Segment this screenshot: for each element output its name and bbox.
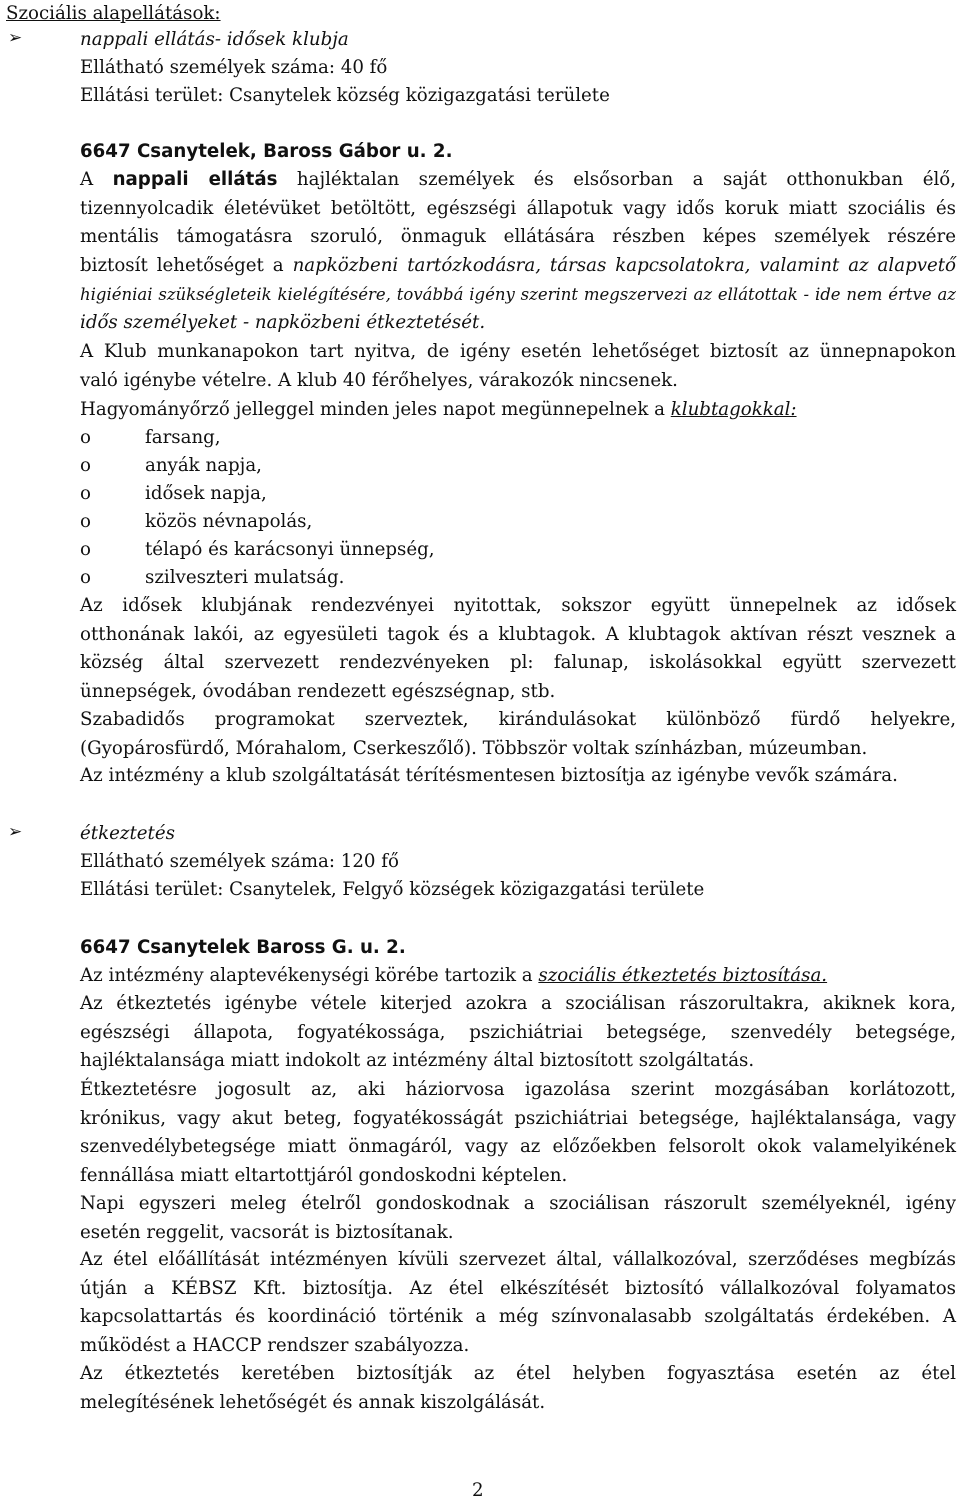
paragraph-line: ünnepségek, óvodában rendezett egészségnap, stb.	[80, 681, 556, 703]
service-area-text: Ellátási terület: Csanytelek, Felgyő községek közigazgatási területe	[80, 879, 705, 900]
list-item: anyák napja,	[145, 455, 262, 476]
paragraph-line: mentális támogatásra szoruló, önmaguk ellátására részben képes személyek részére	[80, 226, 956, 248]
paragraph-line: krónikus, vagy akut beteg, fogyatékosságát pszichiátriai betegsége, hajléktalansága, vagy	[80, 1107, 956, 1129]
bullet-title-day-care: nappali ellátás- idősek klubja	[80, 29, 349, 50]
list-marker: o	[80, 483, 91, 504]
paragraph-basic-activity: Az intézmény alaptevékenységi körébe tartozik a szociális étkeztetés biztosítása.	[80, 965, 828, 986]
paragraph-line: útján a KÉBSZ Kft. biztosítja. Az étel elkészítését biztosító vállalkozóval folyamatos	[80, 1277, 956, 1299]
page-number: 2	[472, 1480, 484, 1501]
paragraph-line: melegítésének lehetőségét és annak kiszolgálását.	[80, 1391, 546, 1413]
paragraph-opening-hours	[80, 338, 956, 395]
list-item: télapó és karácsonyi ünnepség,	[145, 539, 435, 560]
paragraph-catering	[80, 1246, 956, 1361]
paragraph-line: (Gyopárosfürdő, Mórahalom, Cserkeszőlő). Többször voltak színházban, múzeumban.	[80, 737, 868, 759]
paragraph-celebrations: Hagyományőrző jelleggel minden jeles napot megünnepelnek a klubtagokkal:	[80, 399, 797, 420]
paragraph-line: működést a HACCP rendszer szabályozza.	[80, 1335, 470, 1357]
paragraph-line: Az étkeztetés igénybe vétele kiterjed azokra a szociálisan rászorultakra, akiknek kora,	[80, 993, 956, 1014]
paragraph-line: otthonának lakói, az egyesületi tagok és a klubtagok. A klubtagok aktívan részt vesznek a	[80, 623, 956, 645]
paragraph-entitlement	[80, 1076, 956, 1191]
list-marker: o	[80, 567, 91, 588]
capacity-text: Ellátható személyek száma: 40 fő	[80, 57, 388, 78]
paragraph-line: hajléktalansága miatt indokolt az intézmény által biztosított szolgáltatás.	[80, 1050, 755, 1072]
list-item: közös névnapolás,	[145, 511, 313, 532]
paragraph-line: Az étel előállítását intézményen kívüli szervezet által, vállalkozóval, szerződéses megbízás	[80, 1249, 956, 1270]
arrow-bullet-icon: ➢	[8, 28, 23, 48]
list-marker: o	[80, 455, 91, 476]
paragraph-line: kapcsolattartás és koordináció történik a még színvonalasabb szolgáltatás érdekében. A	[80, 1306, 956, 1328]
paragraph-line: Étkeztetésre jogosult az, aki háziorvosa igazolása szerint mozgásában korlátozott,	[80, 1079, 956, 1100]
list-item: szilveszteri mulatság.	[145, 567, 345, 588]
paragraph-reheating	[80, 1360, 956, 1417]
paragraph-line: idős személyeket - napközbeni étkeztetését.	[80, 312, 486, 334]
list-marker: o	[80, 427, 91, 448]
list-marker: o	[80, 539, 91, 560]
paragraph-line: biztosít lehetőséget a napközbeni tartózkodásra, társas kapcsolatokra, valamint az alapvető	[80, 255, 957, 277]
paragraph-line: higiéniai szükségleteik kielégítésére, továbbá igény szerint megszervezi az ellátottak - ide nem értve az	[80, 284, 956, 304]
paragraph-line: esetén reggelit, vacsorát is biztosítanak.	[80, 1221, 454, 1243]
paragraph-line: Napi egyszeri meleg ételről gondoskodnak a szociálisan rászorult személyeknél, igény	[80, 1193, 956, 1214]
paragraph-line: A Klub munkanapokon tart nyitva, de igény esetén lehetőséget biztosít az ünnepnapokon	[80, 341, 956, 362]
paragraph-line: Az étkeztetés keretében biztosítják az étel helyben fogyasztása esetén az étel	[80, 1363, 956, 1384]
paragraph-line: Az idősek klubjának rendezvényei nyitottak, sokszor együtt ünnepelnek az idősek	[80, 595, 956, 616]
paragraph-line: Szabadidős programokat szerveztek, kirándulásokat különböző fürdő helyekre,	[80, 709, 956, 730]
paragraph-leisure	[80, 706, 956, 763]
paragraph-line: község által szervezett rendezvényeken pl: falunap, iskolásokkal együtt szervezett	[80, 652, 956, 674]
paragraph-line: egészségi állapota, fogyatékossága, pszichiátriai betegsége, szenvedély betegsége,	[80, 1021, 956, 1043]
paragraph-line: fennállása miatt eltartottjáról gondoskodni képtelen.	[80, 1165, 568, 1187]
address-text: 6647 Csanytelek Baross G. u. 2.	[80, 937, 406, 958]
paragraph-free-service: Az intézmény a klub szolgáltatását térítésmentesen biztosítja az igénybe vevők számára.	[80, 765, 898, 786]
address-text: 6647 Csanytelek, Baross Gábor u. 2.	[80, 141, 453, 162]
paragraph-club-events	[80, 592, 956, 707]
arrow-bullet-icon: ➢	[8, 822, 23, 842]
service-area-text: Ellátási terület: Csanytelek község közigazgatási területe	[80, 85, 610, 106]
paragraph-daily-meal	[80, 1190, 956, 1247]
list-marker: o	[80, 511, 91, 532]
list-item: farsang,	[145, 427, 221, 448]
paragraph-line: való igénybe vételre. A klub 40 férőhelyes, várakozók nincsenek.	[80, 369, 678, 391]
paragraph-line: A nappali ellátás hajléktalan személyek és elsősorban a saját otthonukban élő,	[80, 169, 957, 190]
paragraph-eligibility	[80, 990, 956, 1076]
paragraph-day-care-intro	[80, 166, 956, 338]
paragraph-line: tizennyolcadik életévüket betöltött, egészségi állapotuk vagy idős koruk miatt szociális és	[80, 197, 956, 219]
paragraph-line: szenvedélybetegsége miatt önmagáról, vagy az előzőekben felsorolt okok valamelyikének	[80, 1136, 956, 1158]
list-item: idősek napja,	[145, 483, 267, 504]
section-heading: Szociális alapellátások:	[6, 3, 221, 24]
capacity-text: Ellátható személyek száma: 120 fő	[80, 851, 399, 872]
bullet-title-meals: étkeztetés	[80, 823, 175, 844]
